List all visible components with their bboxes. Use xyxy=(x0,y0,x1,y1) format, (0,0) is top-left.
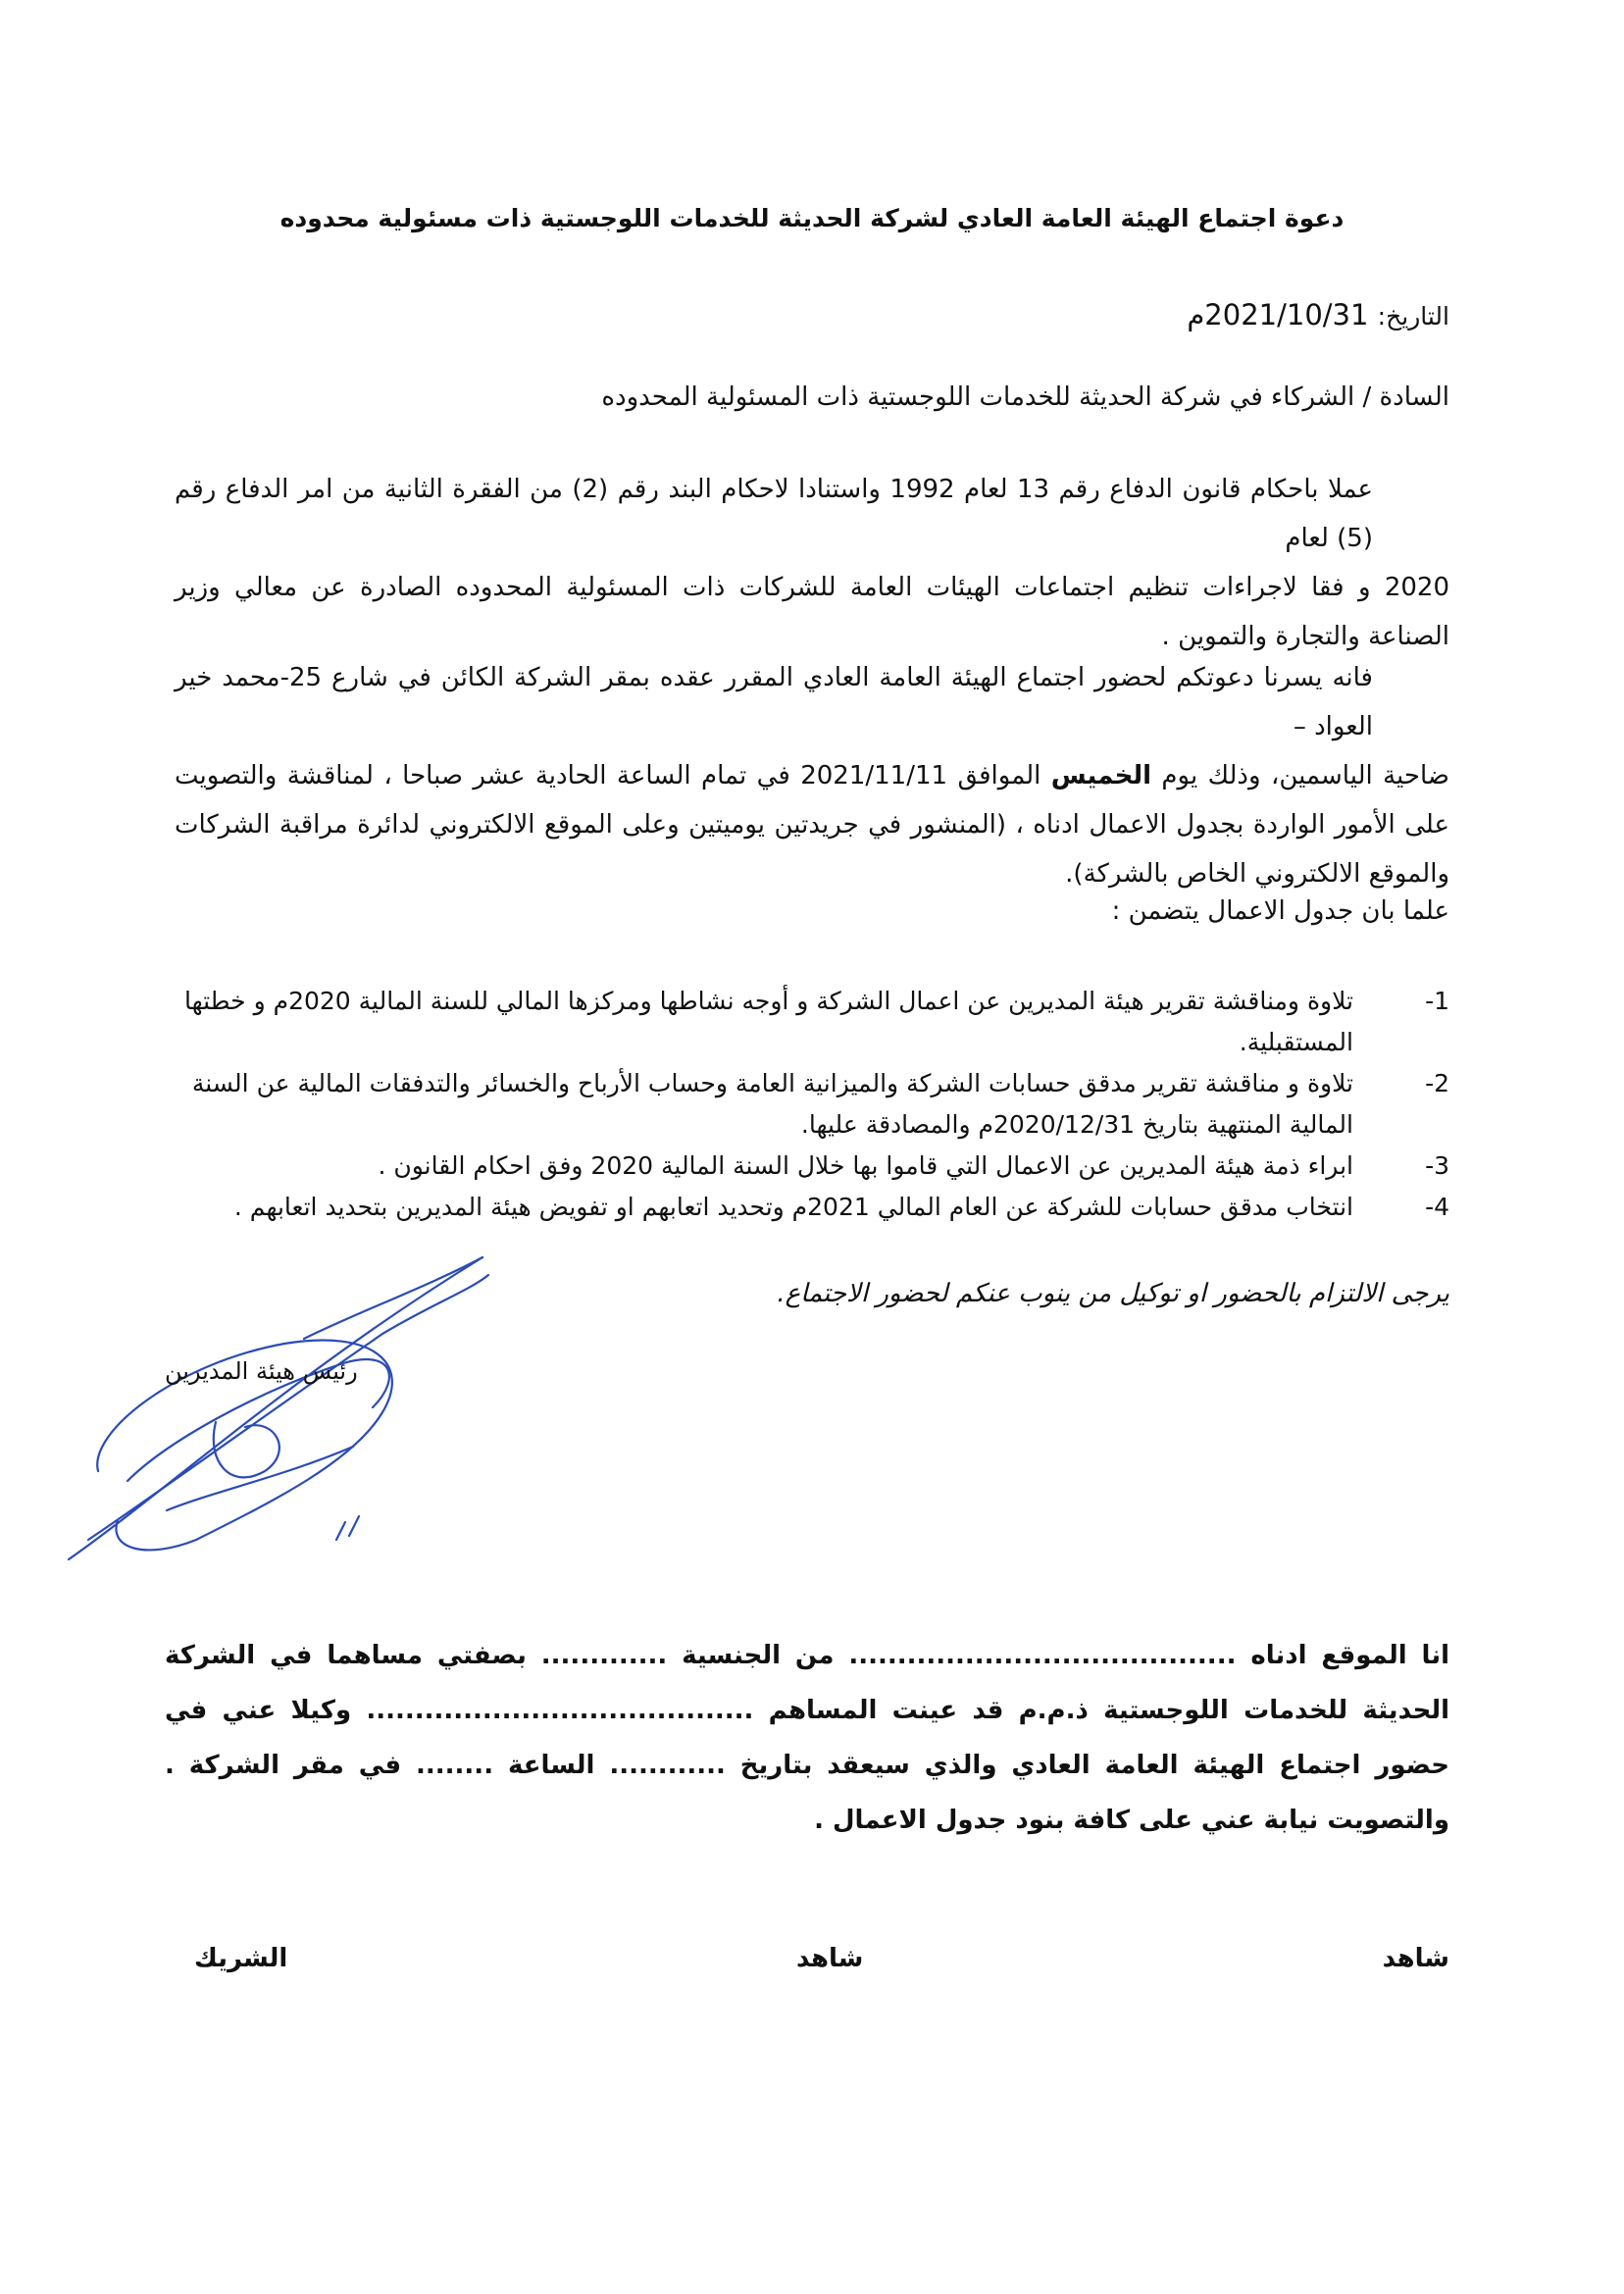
paragraph-legal-basis-rest: 2020 و فقا لاجراءات تنظيم اجتماعات الهيئات العامة للشركات ذات المسئولية المحدوده الصادرة عن معالي وزير الصناعة والتجارة والتموين . xyxy=(175,573,1449,651)
chairman-title: رئيس هيئة المديرين xyxy=(165,1357,358,1385)
partner-label: الشريك xyxy=(194,1944,288,1973)
paragraph-legal-basis xyxy=(175,465,1449,661)
witness-label-2: شاهد xyxy=(796,1944,864,1973)
paragraph-legal-basis-line1: عملا باحكام قانون الدفاع رقم 13 لعام 1992 واستنادا لاحكام البند رقم (2) من الفقرة الثانية من امر الدفاع رقم (5) لعام xyxy=(175,475,1373,553)
agenda-item xyxy=(175,981,1449,1063)
paragraph-invitation-part-b: الموافق 2021/11/11 في تمام الساعة الحادية عشر صباحا ، لمناقشة والتصويت على الأمور الواردة بجدول الاعمال ادناه ، (المنشور في جريدتين يوميتين وعلى الموقع الالكتروني لدائرة مراقبة الشركات والموقع الالكتروني الخاص بالشركة). xyxy=(175,761,1449,889)
agenda-item-number: 4- xyxy=(1425,1193,1449,1221)
closing-request: يرجى الالتزام بالحضور او توكيل من ينوب عنكم لحضور الاجتماع. xyxy=(777,1279,1449,1308)
addressee: السادة / الشركاء في شركة الحديثة للخدمات اللوجستية ذات المسئولية المحدوده xyxy=(601,382,1449,412)
agenda-item-number: 2- xyxy=(1425,1069,1449,1097)
agenda-item-text: تلاوة ومناقشة تقرير هيئة المديرين عن اعمال الشركة و أوجه نشاطها ومركزها المالي للسنة المالية 2020م و خطتها المستقبلية. xyxy=(183,987,1353,1056)
signature-stroke xyxy=(336,1516,359,1540)
paragraph-invitation-part-a: ضاحية الياسمين، وذلك يوم xyxy=(1151,761,1449,790)
agenda-item xyxy=(175,1063,1449,1146)
agenda-item xyxy=(175,1146,1449,1187)
witness-label-1: شاهد xyxy=(1382,1944,1449,1973)
agenda-item-number: 1- xyxy=(1425,987,1449,1015)
agenda-item xyxy=(175,1187,1449,1228)
agenda-list xyxy=(175,981,1449,1228)
document-title: دعوة اجتماع الهيئة العامة العادي لشركة الحديثة للخدمات اللوجستية ذات مسئولية محدوده xyxy=(279,204,1345,232)
date-line xyxy=(1187,298,1449,331)
date-value: 2021/10/31م xyxy=(1187,298,1369,331)
agenda-item-number: 3- xyxy=(1425,1151,1449,1180)
agenda-intro: علما بان جدول الاعمال يتضمن : xyxy=(1111,896,1449,926)
agenda-item-text: ابراء ذمة هيئة المديرين عن الاعمال التي قاموا بها خلال السنة المالية 2020 وفق احكام القانون . xyxy=(378,1151,1353,1180)
agenda-item-text: تلاوة و مناقشة تقرير مدقق حسابات الشركة والميزانية العامة وحساب الأرباح والخسائر والتدفقات المالية عن السنة المالية المنتهية بتاريخ 2020/12/31م والمصادقة عليها. xyxy=(191,1069,1353,1139)
paragraph-invitation xyxy=(175,653,1449,898)
date-label: التاريخ: xyxy=(1377,302,1449,331)
meeting-day: الخميس xyxy=(1050,761,1152,790)
proxy-form: انا الموقع ادناه ........................................ من الجنسية ............. بصفتي مساهما في الشركة الحديثة للخدمات اللوجستية ذ.م.م قد عينت المساهم ........................................ وكيلا عني في حضور اجتماع الهيئة العامة العادي والذي سيعقد بتاريخ ............ الساعة ........ في مقر الشركة . والتصويت نيابة عني على كافة بنود جدول الاعمال . xyxy=(165,1641,1449,1835)
signature-stroke xyxy=(167,1447,353,1510)
paragraph-invitation-line1: فانه يسرنا دعوتكم لحضور اجتماع الهيئة العامة العادي المقرر عقده بمقر الشركة الكائن في شارع 25-محمد خير العواد – xyxy=(175,663,1373,741)
agenda-item-text: انتخاب مدقق حسابات للشركة عن العام المالي 2021م وتحديد اتعابهم او تفويض هيئة المديرين بتحديد اتعابهم . xyxy=(233,1193,1353,1221)
handwritten-signature xyxy=(59,1246,510,1569)
